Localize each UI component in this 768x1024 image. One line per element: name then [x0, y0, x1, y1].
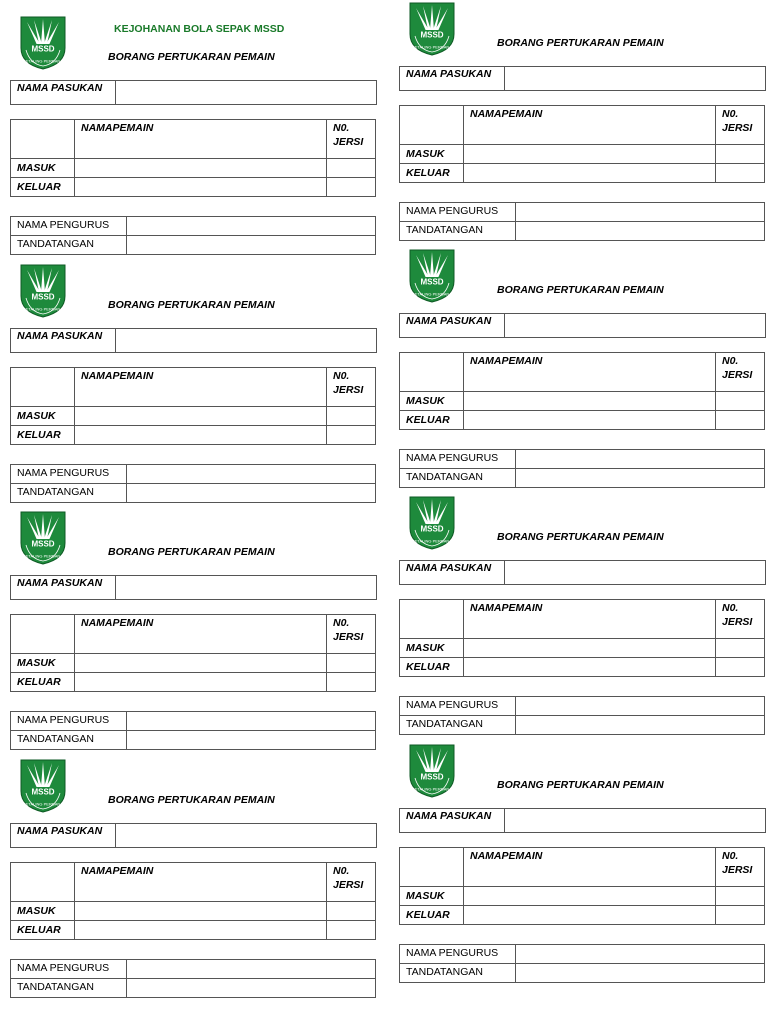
- player-out-name-field[interactable]: [464, 411, 716, 430]
- mssd-logo: [407, 0, 457, 56]
- form-title: BORANG PERTUKARAN PEMAIN: [108, 51, 275, 63]
- signature-field[interactable]: [127, 979, 376, 998]
- player-name-header: NAMAPEMAIN: [464, 353, 716, 392]
- team-name-field[interactable]: [505, 67, 766, 91]
- player-table-corner: [400, 848, 464, 887]
- mssd-logo: [407, 494, 457, 550]
- player-out-jersey-field[interactable]: [327, 426, 376, 445]
- player-exchange-form-6: [399, 247, 768, 497]
- form-title: BORANG PERTUKARAN PEMAIN: [108, 794, 275, 806]
- player-out-label: KELUAR: [11, 426, 75, 445]
- jersey-number-header: N0. JERSI: [327, 615, 376, 654]
- team-name-field[interactable]: [116, 329, 377, 353]
- player-out-jersey-field[interactable]: [716, 164, 765, 183]
- manager-name-field[interactable]: [516, 697, 765, 716]
- manager-name-field[interactable]: [127, 960, 376, 979]
- player-in-name-field[interactable]: [464, 392, 716, 411]
- manager-name-field[interactable]: [516, 203, 765, 222]
- player-table: [399, 847, 765, 925]
- manager-name-field[interactable]: [127, 217, 376, 236]
- player-in-label: MASUK: [400, 887, 464, 906]
- team-name-label: NAMA PASUKAN: [400, 561, 505, 585]
- team-name-table: [399, 560, 766, 585]
- manager-name-label: NAMA PENGURUS: [11, 712, 127, 731]
- team-name-table: [399, 808, 766, 833]
- team-name-table: [10, 575, 377, 600]
- player-exchange-form-3: [10, 509, 380, 759]
- player-name-header: NAMAPEMAIN: [75, 863, 327, 902]
- form-title: BORANG PERTUKARAN PEMAIN: [497, 284, 664, 296]
- team-name-label: NAMA PASUKAN: [400, 809, 505, 833]
- player-out-label: KELUAR: [11, 921, 75, 940]
- player-out-name-field[interactable]: [75, 673, 327, 692]
- team-name-table: [10, 823, 377, 848]
- jersey-number-header: N0. JERSI: [327, 368, 376, 407]
- player-table-corner: [400, 353, 464, 392]
- manager-table: [10, 464, 376, 503]
- player-in-name-field[interactable]: [75, 407, 327, 426]
- manager-name-field[interactable]: [516, 450, 765, 469]
- player-in-label: MASUK: [400, 639, 464, 658]
- player-name-header: NAMAPEMAIN: [464, 600, 716, 639]
- player-in-jersey-field[interactable]: [327, 902, 376, 921]
- player-in-label: MASUK: [11, 407, 75, 426]
- player-table-corner: [11, 863, 75, 902]
- player-out-label: KELUAR: [11, 673, 75, 692]
- player-in-name-field[interactable]: [464, 145, 716, 164]
- manager-name-label: NAMA PENGURUS: [11, 465, 127, 484]
- player-out-name-field[interactable]: [75, 426, 327, 445]
- player-in-label: MASUK: [11, 159, 75, 178]
- player-exchange-form-4: [10, 757, 380, 1007]
- player-name-header: NAMAPEMAIN: [464, 848, 716, 887]
- player-out-label: KELUAR: [400, 906, 464, 925]
- player-in-jersey-field[interactable]: [716, 145, 765, 164]
- player-table: [10, 119, 376, 197]
- form-title: BORANG PERTUKARAN PEMAIN: [108, 546, 275, 558]
- player-table-corner: [11, 615, 75, 654]
- event-title: KEJOHANAN BOLA SEPAK MSSD: [114, 23, 285, 35]
- signature-label: TANDATANGAN: [11, 484, 127, 503]
- player-out-jersey-field[interactable]: [716, 906, 765, 925]
- player-in-name-field[interactable]: [75, 654, 327, 673]
- team-name-field[interactable]: [116, 824, 377, 848]
- manager-name-field[interactable]: [127, 465, 376, 484]
- player-table: [10, 367, 376, 445]
- team-name-table: [10, 80, 377, 105]
- player-out-name-field[interactable]: [75, 178, 327, 197]
- player-out-label: KELUAR: [11, 178, 75, 197]
- player-name-header: NAMAPEMAIN: [464, 106, 716, 145]
- player-in-label: MASUK: [11, 902, 75, 921]
- manager-table: [10, 959, 376, 998]
- manager-table: [399, 449, 765, 488]
- team-name-field[interactable]: [505, 809, 766, 833]
- mssd-logo: [18, 509, 68, 565]
- player-out-label: KELUAR: [400, 411, 464, 430]
- player-out-name-field[interactable]: [75, 921, 327, 940]
- manager-name-field[interactable]: [127, 712, 376, 731]
- player-in-jersey-field[interactable]: [716, 887, 765, 906]
- player-out-name-field[interactable]: [464, 906, 716, 925]
- player-exchange-form-8: [399, 742, 768, 992]
- player-out-label: KELUAR: [400, 658, 464, 677]
- signature-field[interactable]: [127, 236, 376, 255]
- signature-field[interactable]: [127, 731, 376, 750]
- team-name-label: NAMA PASUKAN: [400, 314, 505, 338]
- signature-label: TANDATANGAN: [11, 731, 127, 750]
- player-out-jersey-field[interactable]: [327, 673, 376, 692]
- team-name-field[interactable]: [116, 81, 377, 105]
- signature-field[interactable]: [127, 484, 376, 503]
- team-name-label: NAMA PASUKAN: [11, 576, 116, 600]
- manager-name-field[interactable]: [516, 945, 765, 964]
- player-out-name-field[interactable]: [464, 658, 716, 677]
- player-in-name-field[interactable]: [75, 902, 327, 921]
- player-out-jersey-field[interactable]: [716, 411, 765, 430]
- form-title: BORANG PERTUKARAN PEMAIN: [497, 779, 664, 791]
- player-table-corner: [400, 106, 464, 145]
- player-in-name-field[interactable]: [464, 887, 716, 906]
- player-name-header: NAMAPEMAIN: [75, 120, 327, 159]
- mssd-logo: [18, 757, 68, 813]
- form-title: BORANG PERTUKARAN PEMAIN: [108, 299, 275, 311]
- mssd-logo: [407, 742, 457, 798]
- player-in-label: MASUK: [400, 392, 464, 411]
- player-in-name-field[interactable]: [464, 639, 716, 658]
- player-table-corner: [11, 120, 75, 159]
- mssd-logo: [407, 247, 457, 303]
- team-name-table: [399, 66, 766, 91]
- player-exchange-form-7: [399, 494, 768, 744]
- manager-name-label: NAMA PENGURUS: [400, 945, 516, 964]
- manager-table: [10, 711, 376, 750]
- player-out-jersey-field[interactable]: [327, 178, 376, 197]
- mssd-logo: [18, 262, 68, 318]
- player-out-jersey-field[interactable]: [327, 921, 376, 940]
- manager-table: [399, 944, 765, 983]
- player-table: [399, 599, 765, 677]
- player-in-jersey-field[interactable]: [716, 639, 765, 658]
- team-name-label: NAMA PASUKAN: [11, 81, 116, 105]
- player-name-header: NAMAPEMAIN: [75, 368, 327, 407]
- player-out-label: KELUAR: [400, 164, 464, 183]
- player-table: [10, 862, 376, 940]
- team-name-label: NAMA PASUKAN: [400, 67, 505, 91]
- player-out-name-field[interactable]: [464, 164, 716, 183]
- jersey-number-header: N0. JERSI: [716, 848, 765, 887]
- player-table: [399, 352, 765, 430]
- jersey-number-header: N0. JERSI: [716, 353, 765, 392]
- player-exchange-form-1: [10, 14, 380, 264]
- signature-field[interactable]: [516, 964, 765, 983]
- player-in-jersey-field[interactable]: [327, 159, 376, 178]
- player-in-jersey-field[interactable]: [327, 654, 376, 673]
- player-out-jersey-field[interactable]: [716, 658, 765, 677]
- manager-name-label: NAMA PENGURUS: [400, 203, 516, 222]
- jersey-number-header: N0. JERSI: [716, 600, 765, 639]
- player-in-jersey-field[interactable]: [327, 407, 376, 426]
- manager-table: [399, 696, 765, 735]
- signature-label: TANDATANGAN: [400, 222, 516, 241]
- player-in-name-field[interactable]: [75, 159, 327, 178]
- manager-name-label: NAMA PENGURUS: [11, 217, 127, 236]
- jersey-number-header: N0. JERSI: [327, 863, 376, 902]
- signature-label: TANDATANGAN: [400, 716, 516, 735]
- player-exchange-form-5: [399, 0, 768, 250]
- signature-label: TANDATANGAN: [11, 979, 127, 998]
- player-table: [399, 105, 765, 183]
- player-table-corner: [11, 368, 75, 407]
- signature-field[interactable]: [516, 222, 765, 241]
- jersey-number-header: N0. JERSI: [716, 106, 765, 145]
- signature-label: TANDATANGAN: [11, 236, 127, 255]
- form-title: BORANG PERTUKARAN PEMAIN: [497, 531, 664, 543]
- manager-name-label: NAMA PENGURUS: [400, 450, 516, 469]
- signature-field[interactable]: [516, 469, 765, 488]
- team-name-label: NAMA PASUKAN: [11, 824, 116, 848]
- player-in-label: MASUK: [400, 145, 464, 164]
- signature-label: TANDATANGAN: [400, 469, 516, 488]
- team-name-label: NAMA PASUKAN: [11, 329, 116, 353]
- form-title: BORANG PERTUKARAN PEMAIN: [497, 37, 664, 49]
- player-table-corner: [400, 600, 464, 639]
- manager-table: [399, 202, 765, 241]
- team-name-field[interactable]: [505, 314, 766, 338]
- manager-name-label: NAMA PENGURUS: [400, 697, 516, 716]
- team-name-field[interactable]: [505, 561, 766, 585]
- jersey-number-header: N0. JERSI: [327, 120, 376, 159]
- team-name-table: [10, 328, 377, 353]
- team-name-field[interactable]: [116, 576, 377, 600]
- player-name-header: NAMAPEMAIN: [75, 615, 327, 654]
- player-table: [10, 614, 376, 692]
- mssd-logo: [18, 14, 68, 70]
- team-name-table: [399, 313, 766, 338]
- manager-table: [10, 216, 376, 255]
- signature-field[interactable]: [516, 716, 765, 735]
- signature-label: TANDATANGAN: [400, 964, 516, 983]
- player-exchange-form-2: [10, 262, 380, 512]
- manager-name-label: NAMA PENGURUS: [11, 960, 127, 979]
- player-in-jersey-field[interactable]: [716, 392, 765, 411]
- player-in-label: MASUK: [11, 654, 75, 673]
